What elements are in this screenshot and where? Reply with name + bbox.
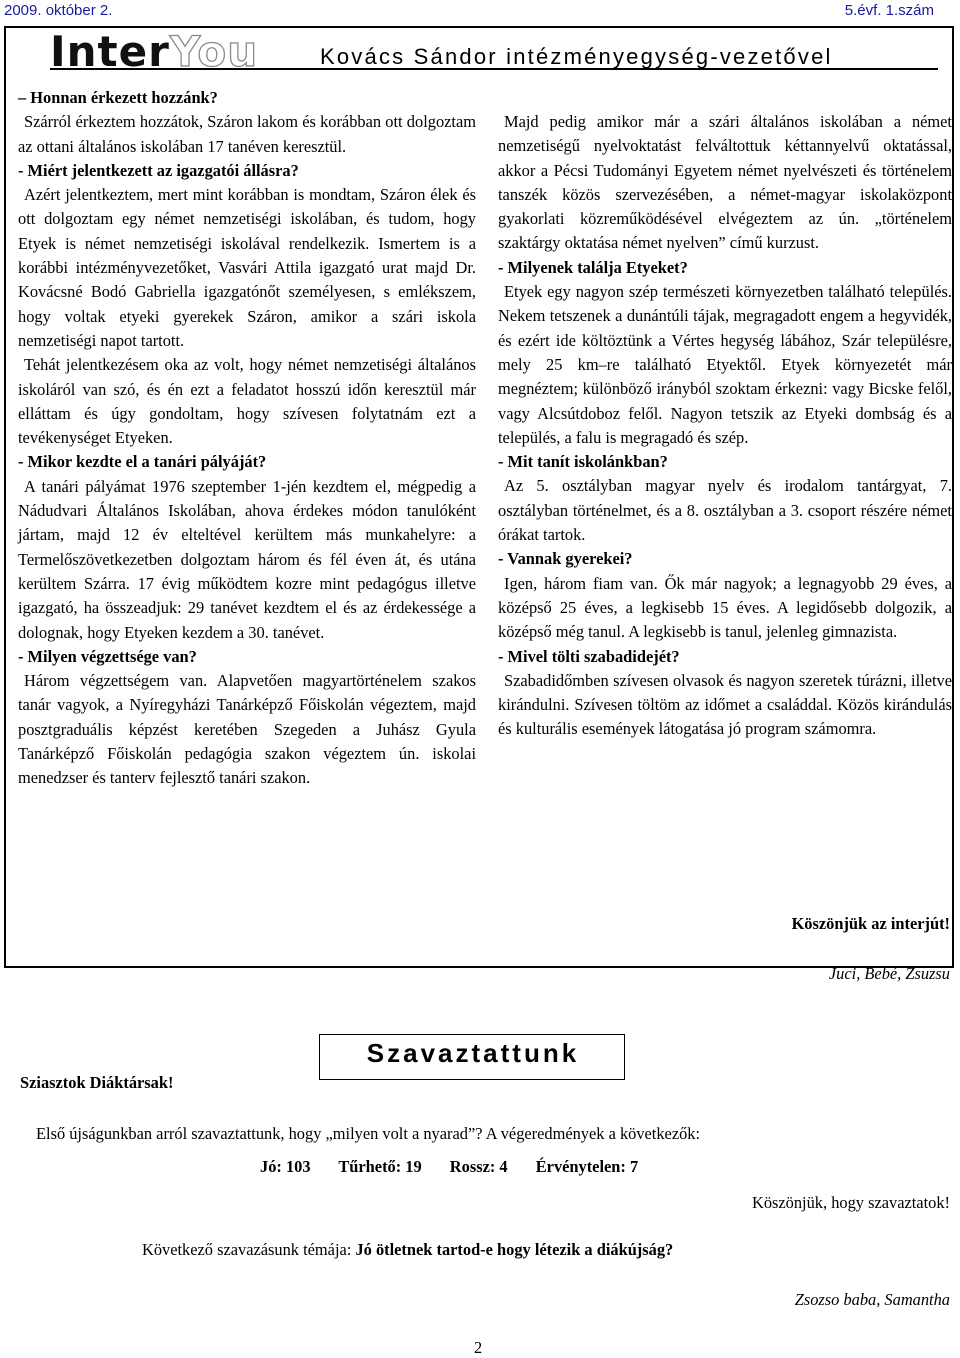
interview-authors: Juci, Bebé, Zsuzsu — [828, 964, 950, 983]
interview-answer: A tanári pályámat 1976 szeptember 1-jén kezdtem el, mégpedig a Nádudvari Általános Iskolában, ahova érdekes módon tanulóként jártam, majd 12 év elteltével kerültem más munkahelyre: a Termelőszövetkezetben dolgoztam három és fél éven át, és utána kerültem Szárra. 17 évig működtem kozre mint pedagógus illetve igazgató, ha összeadjuk: 29 tanévet kezdtem el és az érdekessége a dolognak, hogy Etyeken kezdem a 30. tanévet. — [18, 476, 476, 642]
logo-part-inter: Inter — [50, 27, 170, 76]
interview-answer: Tehát jelentkezésem oka az volt, hogy német nemzetiségi általános iskoláról van szó, és én ezt a feladatot hosszú időn keresztül már elláttam és úgy gondoltam, hogy szívesen folytatnám ezt a tevékenységet Etyeken. — [18, 355, 476, 448]
interview-right-column — [498, 110, 952, 742]
vote-thanks: Köszönjük, hogy szavaztatok! — [751, 1193, 950, 1212]
interview-answer: Azért jelentkeztem, mert mint korábban is mondtam, Száron élek és ott dolgoztam egy német nemzetiségi iskolában, és tudom, hogy Etyek is német nemzetiségi iskolával rendelkezik. Ismertem is a korábbi intézményvezetőket, Vasvári Attila igazgató urat majd Dr. Kovácsné Bodó Gabriella igazgatónőt személyesen, s emlékszem, hogy voltak etyeki gyerekek Száron, amikor a szári iskola nemzetiségi napot tartott. — [18, 185, 476, 350]
interview-thanks: Köszönjük az interjút! — [791, 914, 950, 933]
next-vote-label: Következő szavazásunk témája: — [142, 1240, 352, 1259]
vote-intro: Első újságunkban arról szavaztattunk, hogy „milyen volt a nyarad”? A végeredmények a következők: — [36, 1124, 701, 1143]
interview-question: - Milyenek találja Etyeket? — [498, 257, 688, 277]
vote-title: Szavaztattunk — [366, 1038, 580, 1068]
interview-question: - Mikor kezdte el a tanári pályáját? — [18, 452, 267, 472]
vote-result-ok: Tűrhető: 19 — [338, 1157, 422, 1176]
interview-left-column — [18, 86, 476, 791]
interview-question: - Milyen végzettsége van? — [18, 646, 197, 666]
header-issue: 5.évf. 1.szám — [844, 2, 934, 19]
interview-answer: Az 5. osztályban magyar nyelv és irodalom tantárgyat, 7. osztályban történelmet, és a 8. osztályban a 3. csoport részére német órákat tartok. — [498, 476, 952, 545]
vote-greeting: Sziasztok Diáktársak! — [20, 1073, 174, 1092]
next-vote-topic: Jó ötletnek tartod-e hogy létezik a diákújság? — [355, 1240, 674, 1259]
interview-question: - Mit tanít iskolánkban? — [498, 452, 668, 472]
interyou-logo — [50, 27, 259, 76]
vote-result-invalid: Érvénytelen: 7 — [535, 1157, 639, 1176]
next-vote — [142, 1240, 673, 1260]
interview-subtitle: Kovács Sándor intézményegység-vezetővel — [320, 44, 833, 69]
title-underline — [50, 68, 938, 70]
interview-question: – Honnan érkezett hozzánk? — [18, 88, 218, 107]
interview-answer: Szabadidőmben szívesen olvasok és nagyon szeretek túrázni, illetve kirándulni. Szívesen töltöm az időmet a családdal. Közös kirándulás és kulturális események látogatása jó program számomra. — [498, 670, 952, 739]
vote-results — [260, 1157, 662, 1177]
interview-question: - Mivel tölti szabadidejét? — [498, 646, 680, 666]
interview-answer: Majd pedig amikor már a szári általános iskolában a német nemzetiségű nyelvoktatást felváltottuk kéttannyelvű oktatással, akkor a Pécsi Tudományi Egyetem német nyelvészeti és történelem tanszék közös szervezésében, a német-magyar iskolaközpont gyakorlati közreműködésével elvégeztem az ún. „történelem szaktárgy oktatása német nyelven” című kurzust. — [498, 112, 952, 253]
logo-part-you: You — [169, 27, 259, 76]
interview-question: - Vannak gyerekei? — [498, 549, 633, 569]
vote-result-bad: Rossz: 4 — [449, 1157, 508, 1176]
interview-question: - Miért jelentkezett az igazgatói állásra? — [18, 160, 299, 180]
header-date: 2009. október 2. — [4, 2, 113, 19]
vote-result-good: Jó: 103 — [260, 1157, 311, 1176]
interview-answer: Szárról érkeztem hozzátok, Száron lakom és korábban ott dolgoztam az ottani általános iskolában 17 tanéven keresztül. — [18, 112, 476, 156]
vote-signature: Zsozso baba, Samantha — [794, 1290, 950, 1309]
interview-answer: Etyek egy nagyon szép természeti környezetben található település. Nekem tetszenek a dunántúli tájak, megragadott engem a hegyvidék, és ezért ide költöztünk a Vértes hegység lábához, Szár településre, mely 25 km–re található Etyektől. Etyek környezetét már megnéztem; különböző irányból szoktam érkezni: vagy Bicske felől, vagy Alcsútdoboz felől. Nagyon tetszik az Etyeki dombság és a település, a falu is megragadó és szép. — [498, 282, 952, 447]
page-number: 2 — [474, 1338, 483, 1357]
interview-answer: Igen, három fiam van. Ők már nagyok; a legnagyobb 29 éves, a középső 25 éves, a legkisebb 15 éves. A legidősebb dolgozik, a középső még tanul. A legkisebb is tanul, jelenleg gimnazista. — [498, 573, 952, 642]
interview-answer: Három végzettségem van. Alapvetően magyartörténelem szakos tanár vagyok, a Nyíregyházi Tanárképző Főiskolán végeztem, majd posztgraduális képzést keretében Szegeden a Juhász Gyula Tanárképző Főiskolán pedagógia szakon végeztem ún. iskolai menedzser és tanterv fejlesztő tanári szakon. — [18, 671, 476, 788]
